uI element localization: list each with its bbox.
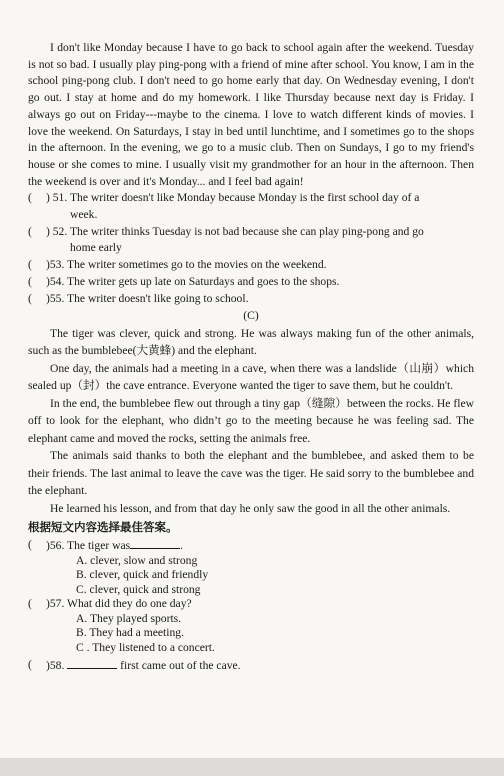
bottom-strip [0, 758, 504, 776]
answer-paren: ( [28, 597, 32, 611]
story-paragraph-5: He learned his lesson, and from that day he only saw the good in all the other animals. [50, 501, 451, 515]
question-stem: )56. The tiger was [46, 539, 131, 553]
answer-paren: ( [28, 291, 32, 305]
question-55 [28, 291, 474, 308]
question-56 [28, 538, 474, 554]
question-text: ) 52. The writer thinks Tuesday is not bad because she can play ping-pong and go [46, 224, 424, 238]
passage-b-text: I don't like Monday because I have to go back to school again after the weekend. Tuesday is not so bad. I usually play ping-pong with a friend of mine after school. You know, I am in the school ping-pong club. I don't need to go home early that day. On Wednesday evening, I don't go out. I stay at home and do my homework. I like Thursday because next day is Friday. I always go out on Friday---maybe to the cinema. I love to watch different kinds of movies. I love the weekend. On Saturdays, I stay in bed until lunchtime, and I sometimes go to the shops in the afternoon. In the evening, we go to a music club. Then on Sundays, I go to my friend's house or she comes to mine. I usually visit my grandmother for an hour in the afternoon. Then the weekend is over and it's Monday... and I feel bad again! [28, 41, 474, 188]
question-57 [28, 597, 474, 612]
answer-paren: ( [28, 538, 32, 552]
question-stem: )57. What did they do one day? [46, 597, 192, 611]
question-text: )55. The writer doesn't like going to school. [46, 291, 249, 305]
question-text: ) 51. The writer doesn't like Monday because Monday is the first school day of a [46, 191, 420, 205]
question-58 [28, 658, 474, 674]
question-text: )53. The writer sometimes go to the movies on the weekend. [46, 258, 327, 272]
answer-blank[interactable] [67, 658, 117, 669]
section-c [28, 308, 474, 673]
question-end: . [180, 539, 184, 553]
question-53 [28, 257, 474, 274]
question-stem: )58. [46, 659, 65, 673]
questions-b [28, 190, 474, 307]
option-a: A. clever, slow and strong [76, 553, 198, 567]
option-c: C . They listened to a concert. [76, 640, 215, 654]
answer-paren: ( [28, 191, 32, 205]
question-text: )54. The writer gets up late on Saturdays and goes to the shops. [46, 274, 340, 288]
option-b: B. clever, quick and friendly [76, 568, 209, 582]
story-paragraph-1: The tiger was clever, quick and strong. He was always making fun of the other animals, such as the bumblebee(大黄蜂) and the elephant. [28, 326, 474, 358]
answer-paren: ( [28, 224, 32, 238]
answer-paren: ( [28, 658, 32, 672]
option-a: A. They played sports. [76, 611, 182, 625]
question-51 [28, 190, 474, 223]
story-paragraph-2: One day, the animals had a meeting in a cave, when there was a landslide（山崩）which sealed up（封）the cave entrance. Everyone wanted the tiger to save them, but he couldn't. [28, 361, 474, 393]
question-continuation: home early [70, 241, 122, 255]
story-paragraph-4: The animals said thanks to both the elephant and the bumblebee, and asked them to be their friends. The last animal to leave the cave was the tiger. He said sorry to the bumblebee and the elephant. [28, 449, 474, 498]
question-54 [28, 274, 474, 291]
story-paragraph-3: In the end, the bumblebee flew out through a tiny gap（缝隙）between the rocks. He flew off to look for the elephant, who didn’t go to the meeting because he was feeling sad. The elephant came and moved the rocks, setting the animals free. [28, 396, 474, 445]
answer-blank[interactable] [130, 538, 180, 549]
question-52 [28, 224, 474, 257]
option-b: B. They had a meeting. [76, 626, 184, 640]
question-end: first came out of the cave. [120, 659, 241, 673]
answer-paren: ( [28, 274, 32, 288]
question-continuation: week. [70, 208, 98, 222]
section-title: (C) [243, 309, 259, 323]
instruction: 根据短文内容选择最佳答案。 [28, 520, 178, 535]
answer-paren: ( [28, 258, 32, 272]
option-c: C. clever, quick and strong [76, 582, 201, 596]
